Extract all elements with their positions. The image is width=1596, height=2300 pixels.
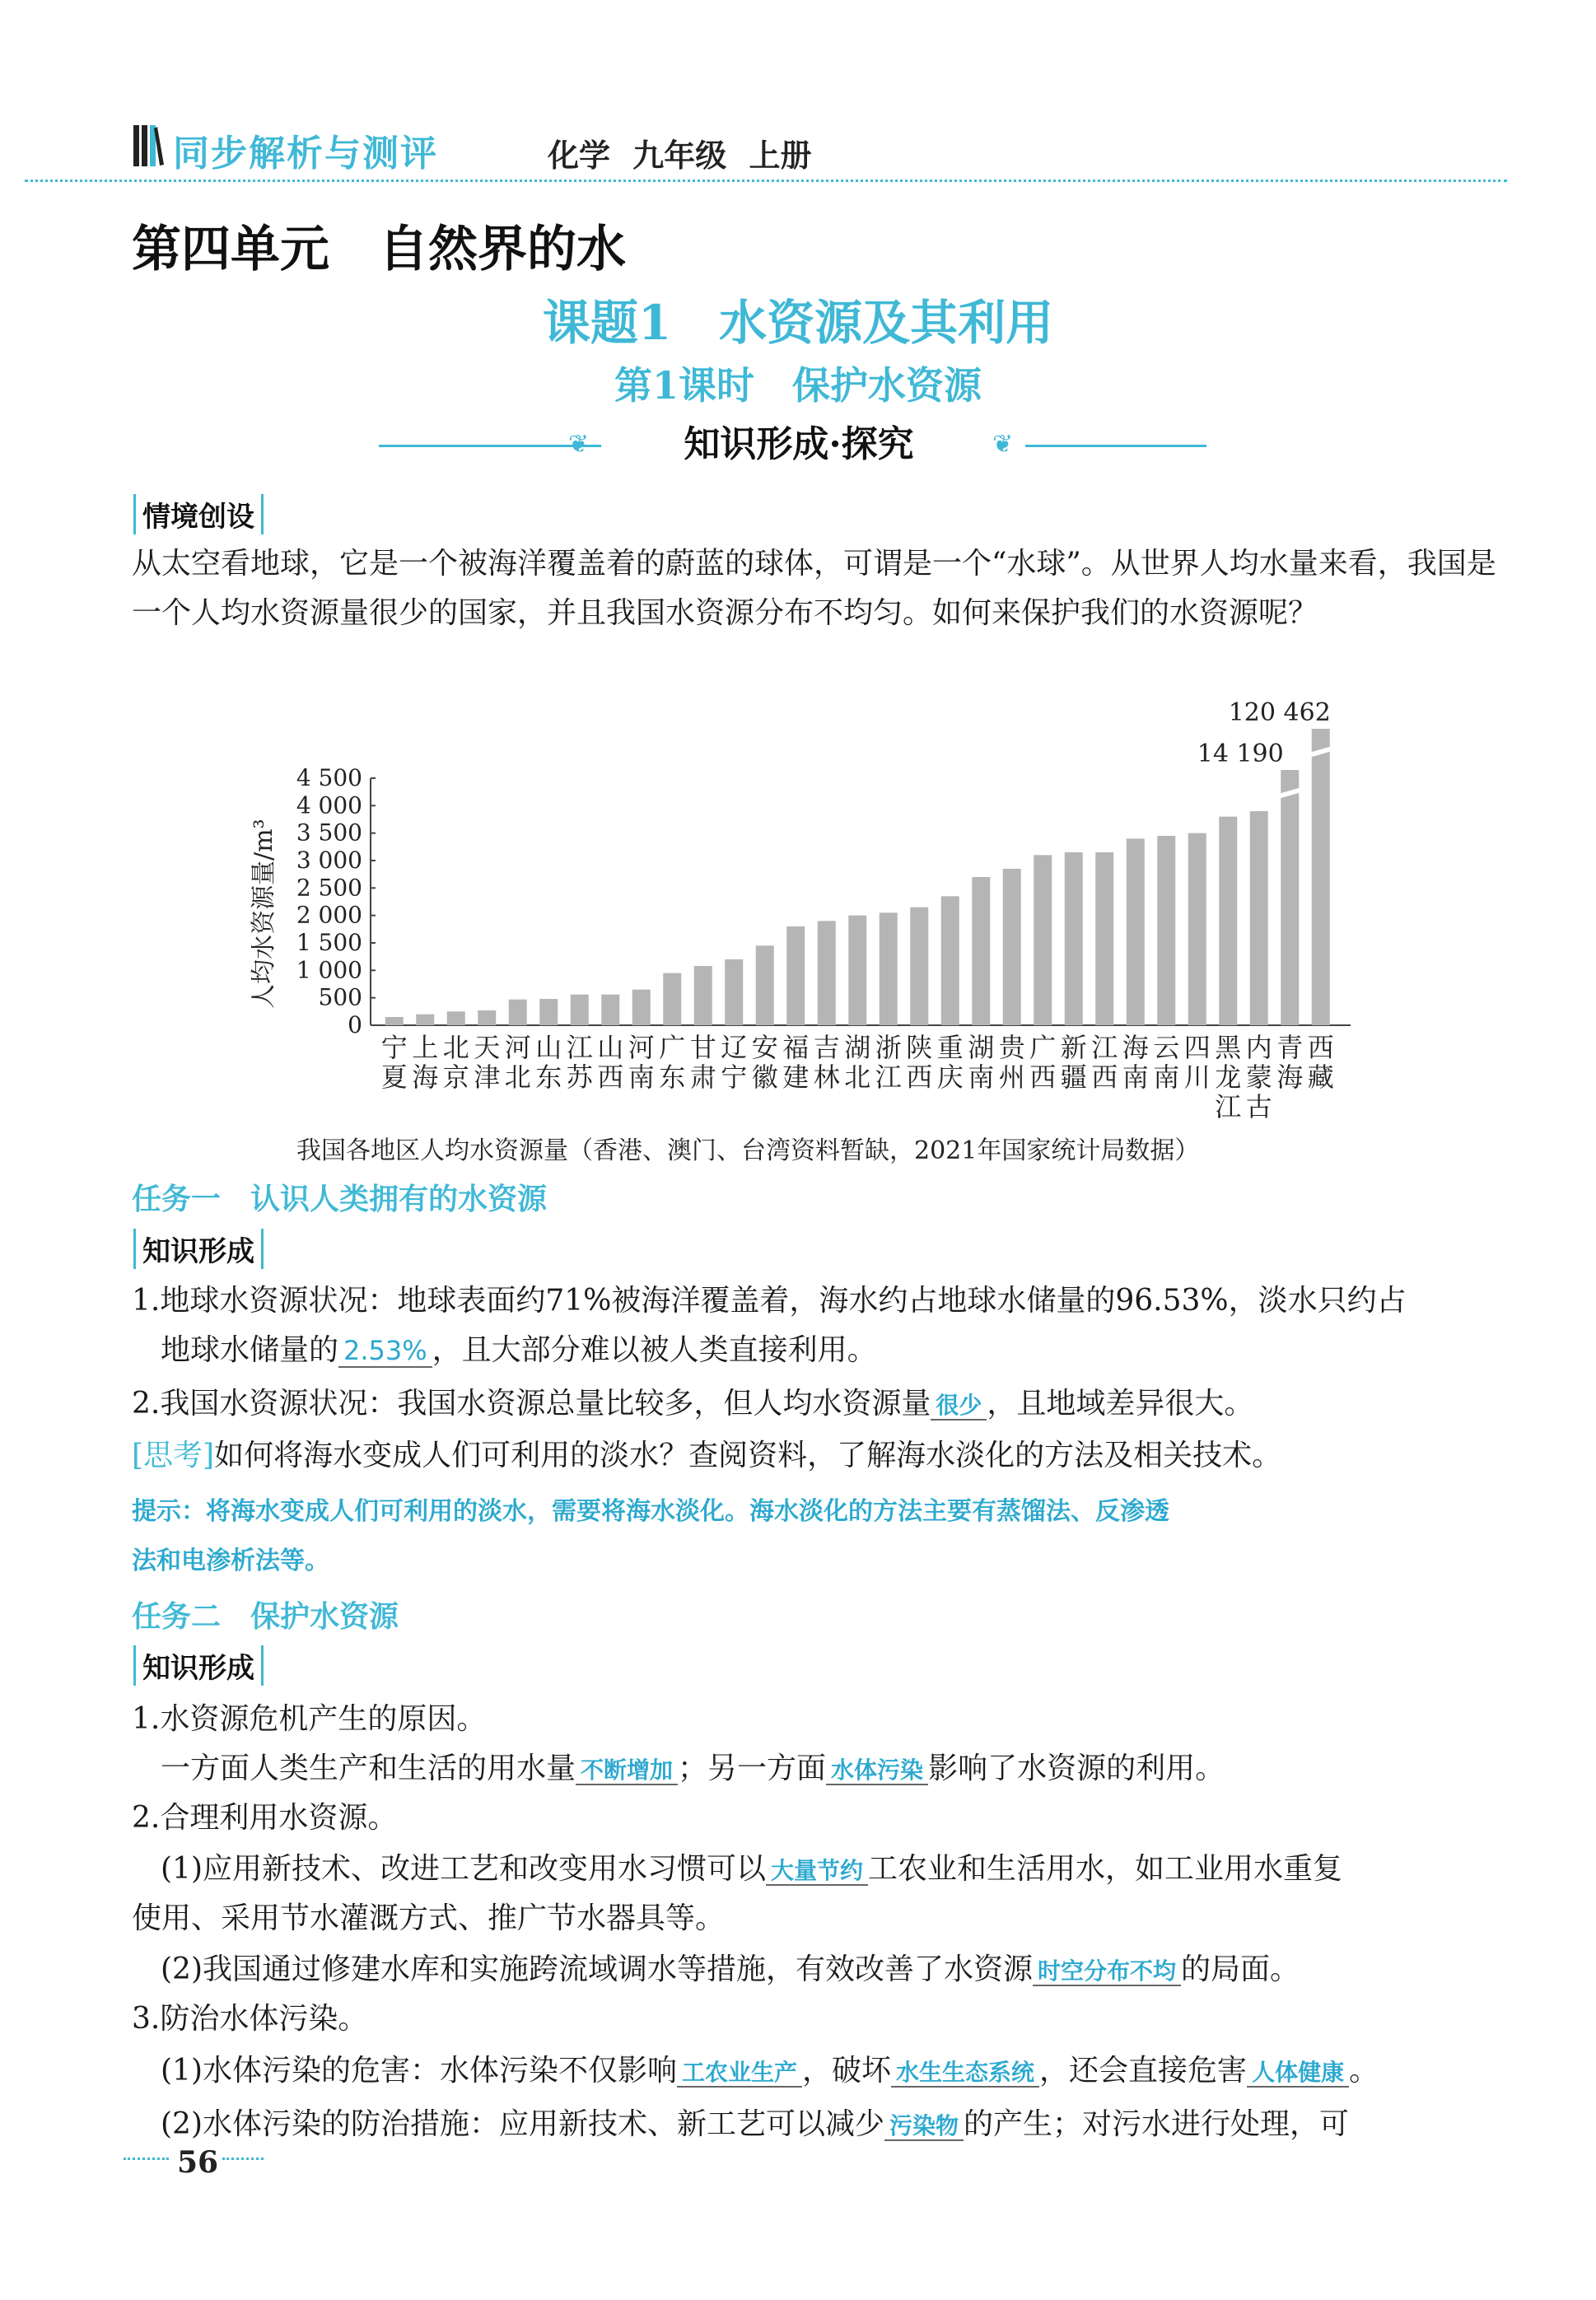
footer-dots-right — [222, 2158, 264, 2160]
unit-title: 第四单元 自然界的水 — [132, 221, 626, 278]
hint-line2: 法和电渗析法等。 — [132, 1547, 329, 1575]
task1-tag: 知识形成 — [133, 1229, 264, 1269]
x-tick-label: 江 — [1091, 1032, 1118, 1063]
answer-water-use: 不断增加 — [576, 1756, 678, 1785]
x-tick-label: 州 — [998, 1061, 1025, 1093]
x-tick-label: 广 — [659, 1032, 686, 1063]
chart-caption: 我国各地区人均水资源量（香港、澳门、台湾资料暂缺，2021年国家统计局数据） — [296, 1136, 1200, 1165]
x-tick-label: 肃 — [689, 1061, 716, 1093]
bar-天津 — [478, 1010, 496, 1025]
x-tick-label: 庆 — [936, 1061, 964, 1093]
x-tick-label: 山 — [597, 1032, 624, 1063]
task2-item1-detail — [161, 1744, 1225, 1795]
x-tick-label: 西 — [597, 1061, 624, 1093]
y-tick-label: 3 500 — [296, 819, 362, 847]
answer-health: 人体健康 — [1247, 2059, 1349, 2088]
x-tick-label: 云 — [1153, 1032, 1180, 1063]
x-tick-label: 徽 — [751, 1061, 778, 1093]
subject-info: 化学 九年级 上册 — [548, 138, 812, 174]
bar-贵州 — [1003, 869, 1021, 1025]
task1-item2-end: ，且地域差异很大。 — [987, 1387, 1254, 1421]
task2-item2-2 — [161, 1945, 1300, 1996]
data-label-西藏: 120 462 — [1228, 698, 1331, 727]
x-tick-label: 上 — [412, 1032, 439, 1063]
bar-河南 — [632, 990, 651, 1025]
book-title: 同步解析与测评 — [173, 133, 438, 175]
bar-湖南 — [972, 877, 990, 1025]
x-tick-label: 西 — [1307, 1032, 1334, 1063]
book-logo-icon — [132, 122, 165, 168]
think-tag: [思考] — [132, 1439, 215, 1472]
banner-right-line — [1025, 445, 1206, 447]
banner-left-ornament-icon: ❦ — [568, 430, 590, 459]
banner-right-ornament-icon: ❦ — [992, 430, 1014, 459]
task2-item2-1-text-b: 工农业和生活用水，如工业用水重复 — [868, 1852, 1343, 1886]
bar-广东 — [663, 973, 681, 1025]
task2-item3-2 — [161, 2100, 1349, 2151]
x-tick-label: 天 — [474, 1032, 501, 1063]
answer-ecosystem: 水生生态系统 — [891, 2059, 1039, 2088]
bar-辽宁 — [725, 959, 743, 1025]
bar-四川 — [1188, 833, 1206, 1025]
task2-item3-2-text-a: (2)水体污染的防治措施：应用新技术、新工艺可以减少 — [161, 2107, 884, 2141]
task2-item2-1 — [161, 1845, 1342, 1896]
scenario-text: 从太空看地球，它是一个被海洋覆盖着的蔚蓝的球体，可谓是一个“水球”。从世界人均水量来看，我国是一个人均水资源量很少的国家，并且我国水资源分布不均匀。如何来保护我们的水资源呢？ — [132, 547, 1496, 630]
x-tick-label: 江 — [566, 1032, 593, 1063]
bar-北京 — [447, 1011, 465, 1025]
section-banner: 知识形成·探究 — [684, 423, 914, 465]
x-tick-label: 福 — [782, 1032, 810, 1063]
y-tick-label: 4 000 — [296, 791, 362, 819]
task2-item3: 3.防治水体污染。 — [132, 2002, 368, 2036]
x-tick-label: 广 — [1029, 1032, 1057, 1063]
x-tick-label: 辽 — [721, 1032, 748, 1063]
x-tick-label: 北 — [844, 1061, 871, 1093]
x-tick-label: 川 — [1183, 1061, 1211, 1093]
x-tick-label: 吉 — [813, 1032, 840, 1063]
bar-安徽 — [756, 945, 774, 1025]
answer-fresh-water-share: 2.53% — [338, 1335, 432, 1368]
bar-云南 — [1157, 836, 1175, 1025]
x-tick-label: 黑 — [1215, 1032, 1242, 1063]
x-tick-label: 海 — [412, 1061, 439, 1093]
x-tick-label: 江 — [875, 1061, 902, 1093]
x-tick-label: 新 — [1060, 1032, 1087, 1063]
answer-per-capita: 很少 — [931, 1392, 987, 1421]
x-tick-label: 湖 — [968, 1032, 995, 1063]
x-tick-label: 夏 — [380, 1061, 408, 1093]
bar-黑龙江 — [1219, 817, 1237, 1025]
y-tick-label: 4 500 — [296, 764, 362, 791]
y-tick-label: 2 000 — [296, 901, 362, 929]
task2-item2-2-text-b: 的局面。 — [1181, 1952, 1300, 1986]
task2-item1: 1.水资源危机产生的原因。 — [132, 1702, 487, 1736]
y-tick-label: 2 500 — [296, 874, 362, 902]
x-tick-label: 贵 — [998, 1032, 1025, 1063]
x-tick-label: 南 — [628, 1061, 655, 1093]
answer-production: 工农业生产 — [677, 2059, 802, 2088]
x-tick-label: 浙 — [875, 1032, 902, 1063]
x-tick-label: 北 — [442, 1032, 469, 1063]
task1-item1-line1: 1.地球水资源状况：地球表面约71%被海洋覆盖着，海水约占地球水储量的96.53%，淡水只约占 — [132, 1284, 1407, 1318]
bar-江苏 — [571, 995, 589, 1025]
x-tick-label: 四 — [1183, 1032, 1211, 1063]
x-tick-label: 海 — [1276, 1061, 1304, 1093]
y-tick-label: 1 500 — [296, 929, 362, 956]
scenario-tag: 情境创设 — [133, 494, 264, 534]
x-tick-label: 苏 — [566, 1061, 593, 1093]
header-divider — [25, 180, 1507, 182]
bar-上海 — [416, 1015, 434, 1025]
x-tick-label: 东 — [659, 1061, 686, 1093]
x-tick-label: 建 — [782, 1061, 810, 1093]
bar-山东 — [539, 999, 558, 1025]
x-tick-label: 宁 — [380, 1032, 408, 1063]
x-tick-label: 山 — [535, 1032, 562, 1063]
bar-湖北 — [848, 916, 866, 1025]
think-text: 如何将海水变成人们可利用的淡水？查阅资料，了解海水淡化的方法及相关技术。 — [214, 1439, 1282, 1472]
task2-item2-2-text-a: (2)我国通过修建水库和实施跨流域调水等措施，有效改善了水资源 — [161, 1952, 1033, 1986]
task2-item2-1-text-a: (1)应用新技术、改进工艺和改变用水习惯可以 — [161, 1852, 766, 1886]
page-number: 56 — [177, 2145, 219, 2180]
answer-pollutants: 污染物 — [884, 2112, 964, 2141]
data-label-青海: 14 190 — [1197, 739, 1284, 768]
chart-ylabel: 人均水资源量/m³ — [250, 819, 278, 1009]
y-tick-label: 500 — [318, 983, 362, 1011]
x-tick-label: 京 — [442, 1061, 469, 1093]
task2-item3-1-text-d: 。 — [1349, 2054, 1379, 2088]
bar-福建 — [786, 926, 805, 1025]
x-tick-label: 西 — [1091, 1061, 1118, 1093]
bar-江西 — [1095, 852, 1113, 1025]
answer-distribution: 时空分布不均 — [1033, 1957, 1181, 1986]
x-tick-label: 疆 — [1060, 1061, 1087, 1093]
bar-海南 — [1127, 838, 1145, 1025]
x-tick-label: 南 — [1153, 1061, 1180, 1093]
task1-item1-end: ，且大部分难以被人类直接利用。 — [432, 1333, 877, 1367]
footer-dots-left — [124, 2158, 169, 2160]
task2-item1-text-a: 一方面人类生产和生活的用水量 — [161, 1752, 576, 1785]
task2-item2: 2.合理利用水资源。 — [132, 1801, 398, 1835]
x-tick-label: 西 — [1029, 1061, 1057, 1093]
task2-title: 任务二 保护水资源 — [132, 1600, 399, 1634]
x-tick-label: 内 — [1245, 1032, 1272, 1063]
y-tick-label: 0 — [348, 1011, 362, 1038]
x-tick-label: 北 — [504, 1061, 531, 1093]
x-tick-label: 安 — [751, 1032, 778, 1063]
task2-item3-1-text-a: (1)水体污染的危害：水体污染不仅影响 — [161, 2054, 677, 2088]
bar-重庆 — [941, 896, 959, 1025]
x-tick-label: 湖 — [844, 1032, 871, 1063]
x-tick-label: 陕 — [906, 1032, 933, 1063]
bar-西藏 — [1312, 729, 1330, 1025]
bar-青海 — [1281, 770, 1299, 1025]
x-tick-label: 藏 — [1307, 1061, 1334, 1093]
x-tick-label: 龙 — [1215, 1061, 1242, 1093]
x-tick-label: 青 — [1276, 1032, 1304, 1063]
task1-title: 任务一 认识人类拥有的水资源 — [132, 1183, 548, 1216]
x-tick-label: 津 — [474, 1061, 501, 1093]
bar-甘肃 — [694, 966, 712, 1025]
bar-浙江 — [880, 912, 898, 1025]
lesson-title: 课题1 水资源及其利用 — [542, 295, 1054, 351]
y-tick-label: 1 000 — [296, 956, 362, 984]
bar-宁夏 — [385, 1017, 404, 1025]
x-tick-label: 东 — [535, 1061, 562, 1093]
x-tick-label: 南 — [968, 1061, 995, 1093]
task2-item1-text-c: 影响了水资源的利用。 — [928, 1752, 1225, 1785]
x-tick-label: 河 — [504, 1032, 531, 1063]
task2-tag: 知识形成 — [133, 1645, 264, 1686]
task1-item1-text: 地球水储量的 — [161, 1333, 339, 1367]
task1-item2 — [132, 1379, 1253, 1430]
task1-item1-line2 — [161, 1326, 877, 1375]
bar-河北 — [509, 1000, 527, 1025]
hint-line1: 提示：将海水变成人们可利用的淡水，需要将海水淡化。海水淡化的方法主要有蒸馏法、反渗透 — [132, 1497, 1169, 1526]
period-title: 第1课时 保护水资源 — [614, 363, 982, 408]
x-tick-label: 江 — [1215, 1091, 1242, 1120]
bar-吉林 — [818, 921, 836, 1025]
x-tick-label: 宁 — [721, 1061, 748, 1093]
x-tick-label: 南 — [1122, 1061, 1149, 1093]
x-tick-label: 西 — [906, 1061, 933, 1093]
bar-山西 — [601, 995, 619, 1025]
x-tick-label: 蒙 — [1245, 1061, 1272, 1093]
think-line — [132, 1431, 1281, 1481]
x-tick-label: 古 — [1245, 1091, 1272, 1120]
x-tick-label: 重 — [936, 1032, 964, 1063]
x-tick-label: 河 — [628, 1032, 655, 1063]
bar-广西 — [1034, 855, 1052, 1025]
task2-item1-text-b: ；另一方面 — [678, 1752, 827, 1785]
x-tick-label: 海 — [1122, 1032, 1149, 1063]
task2-item3-1 — [161, 2046, 1379, 2097]
y-tick-label: 3 000 — [296, 847, 362, 874]
task1-item2-text: 2.我国水资源状况：我国水资源总量比较多，但人均水资源量 — [132, 1387, 931, 1421]
task2-item3-2-text-b: 的产生；对污水进行处理，可 — [964, 2107, 1350, 2141]
task2-item3-1-text-b: ，破坏 — [802, 2054, 892, 2088]
x-tick-label: 甘 — [689, 1032, 716, 1063]
task2-item2-1-cont: 使用、采用节水灌溉方式、推广节水器具等。 — [132, 1901, 726, 1935]
task2-item3-1-text-c: ，还会直接危害 — [1039, 2054, 1248, 2088]
bar-内蒙古 — [1250, 811, 1268, 1025]
bar-陕西 — [910, 907, 928, 1025]
x-tick-label: 林 — [813, 1061, 840, 1093]
bar-新疆 — [1065, 852, 1083, 1025]
answer-save-water: 大量节约 — [766, 1857, 868, 1886]
water-resource-chart — [231, 692, 1384, 1120]
answer-water-pollution: 水体污染 — [826, 1756, 928, 1785]
